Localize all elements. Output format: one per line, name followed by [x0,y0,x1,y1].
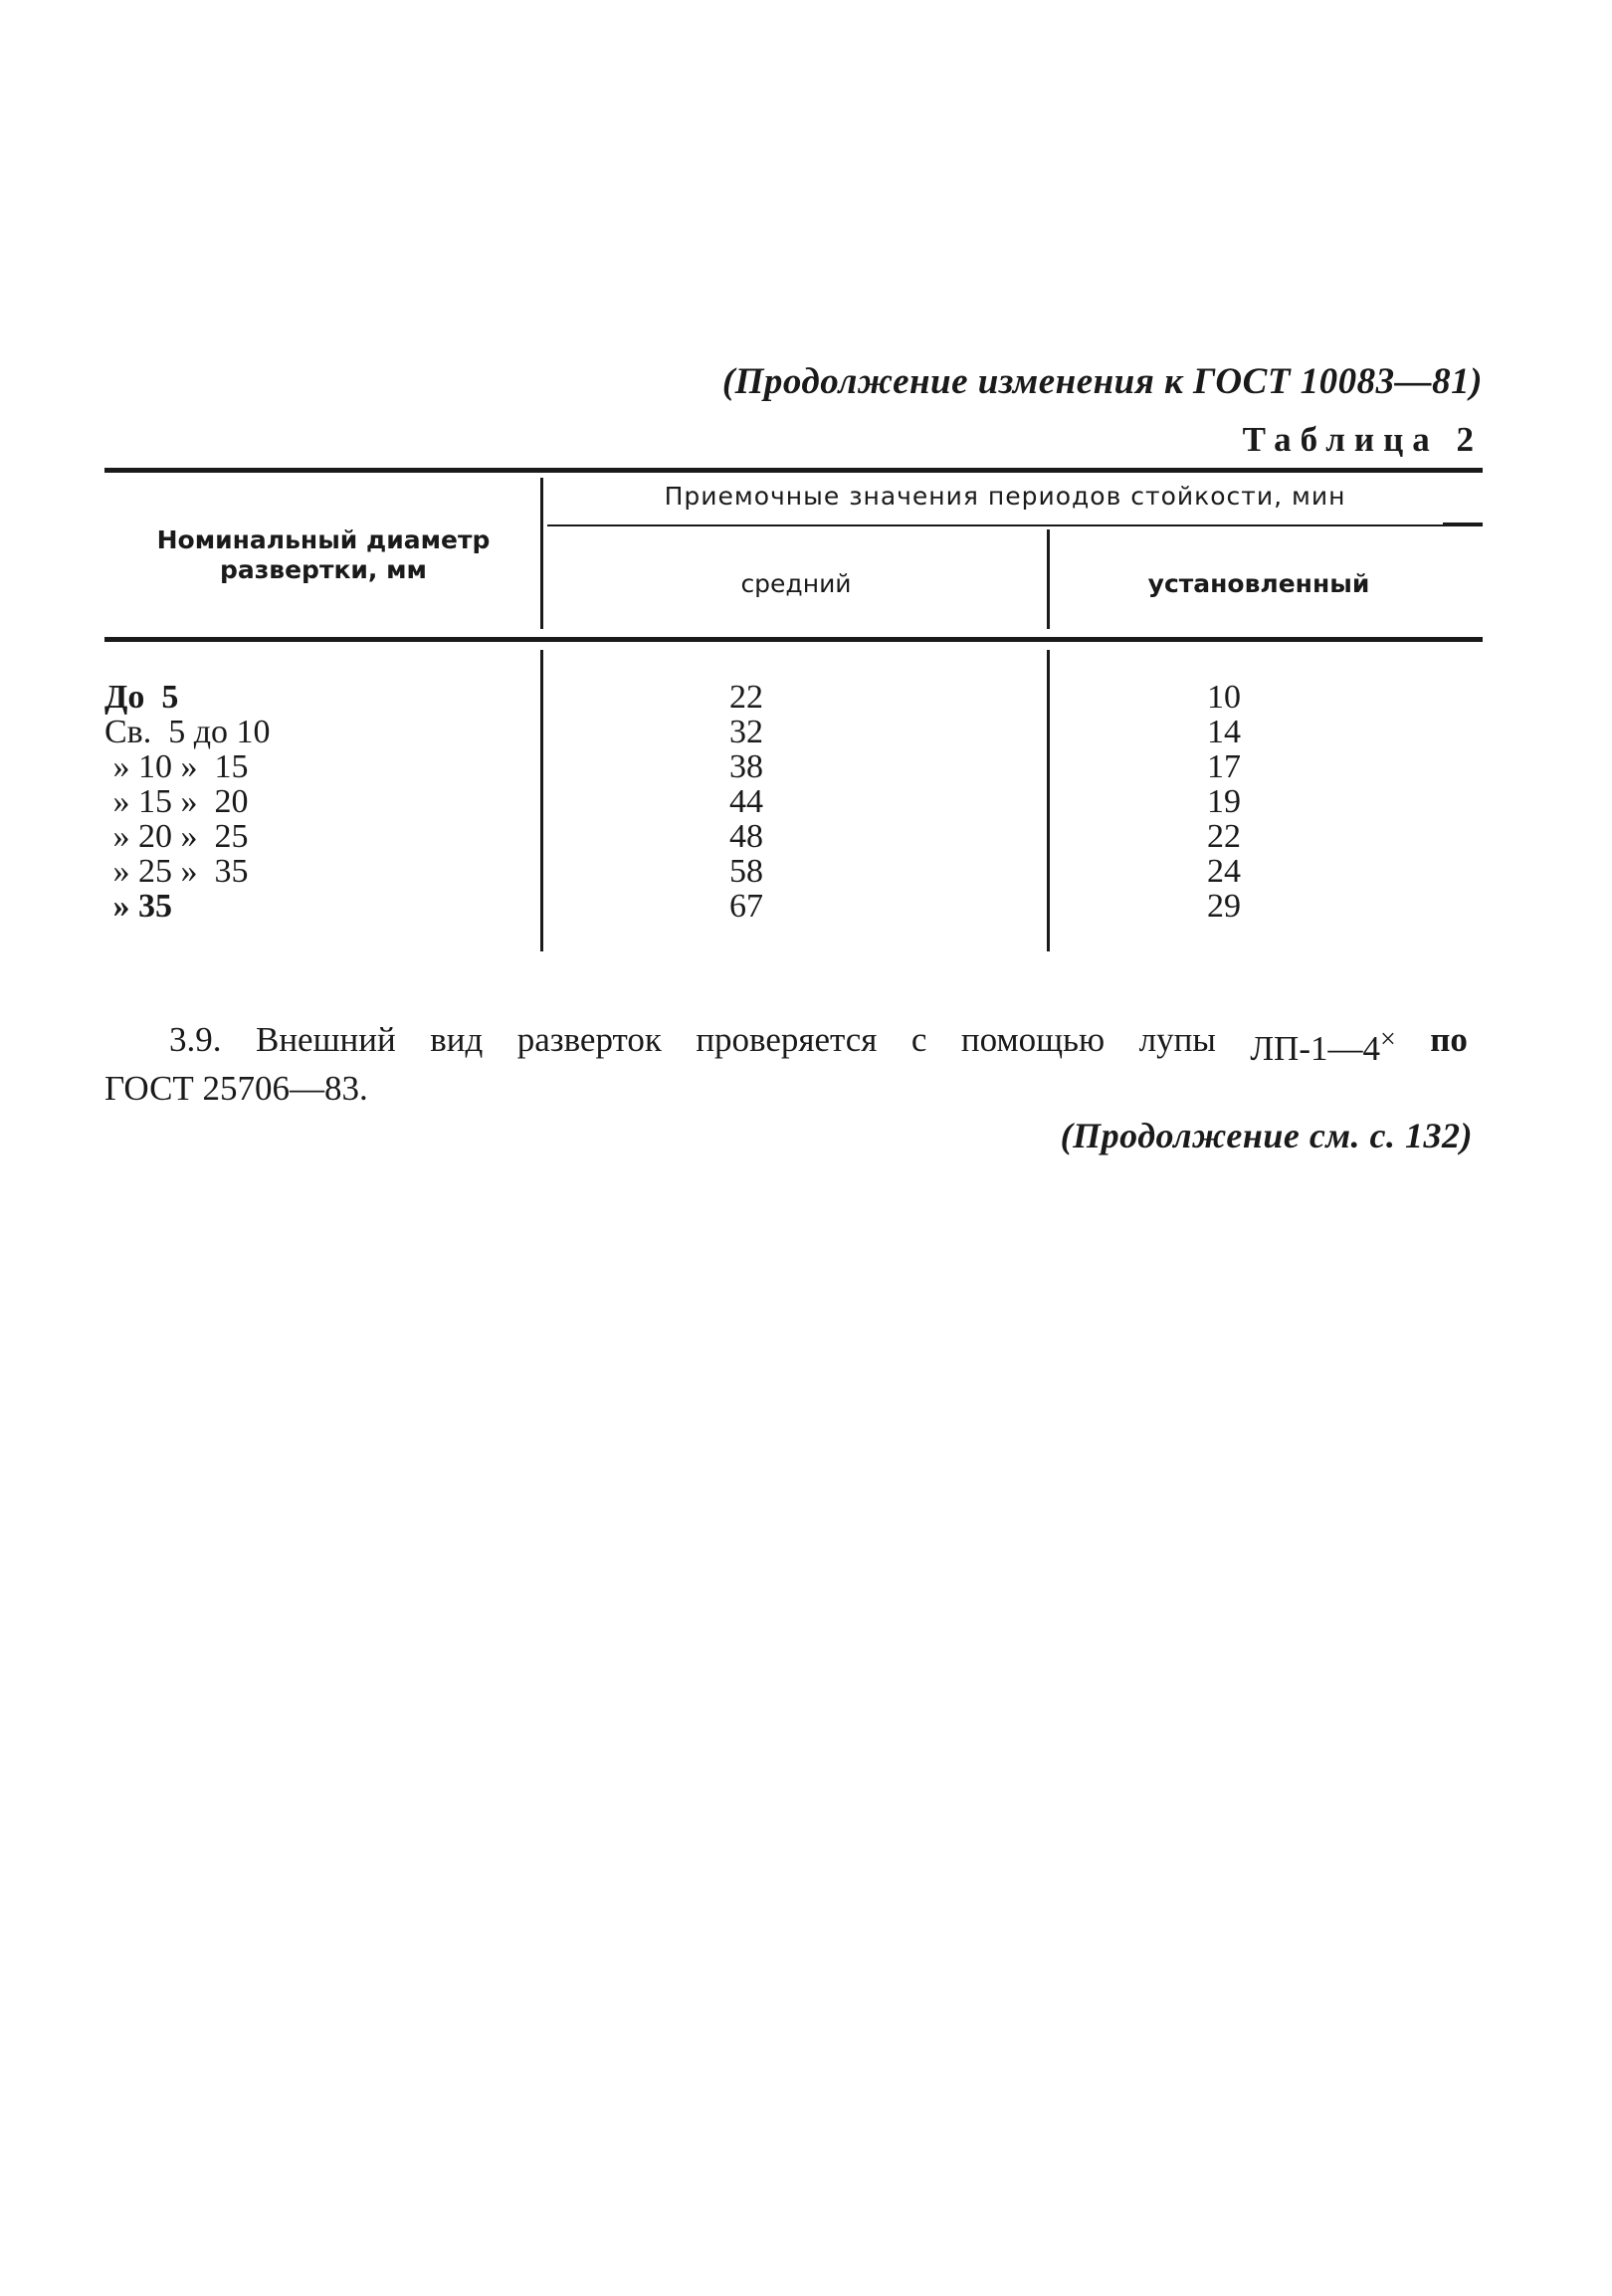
group-header-dash [1443,522,1483,526]
cell-diameter-range: » 15 » 20 [104,783,249,820]
magnification-superscript: × [1379,1024,1396,1055]
paragraph-word: проверяется [696,1020,878,1059]
cell-average: 67 [729,888,763,925]
paragraph-word: разверток [516,1020,662,1059]
cell-diameter-range: Св. 5 до 10 [104,714,271,750]
cell-average: 38 [729,748,763,785]
cell-average: 44 [729,783,763,820]
header-diameter: Номинальный диаметр развертки, мм [156,525,491,584]
cell-established: 29 [1207,888,1241,925]
cell-diameter-range: » 20 » 25 [104,818,249,855]
cell-established: 22 [1207,818,1241,855]
cell-average: 58 [729,853,763,890]
continued-footer: (Продолжение см. с. 132) [1060,1116,1473,1155]
paragraph-word: вид [430,1020,484,1059]
cell-diameter-range: До 5 [104,679,179,716]
paragraph-word: с [910,1020,927,1059]
table-row [104,819,1483,854]
header-bottom-rule [104,637,1483,642]
table-row [104,715,1483,749]
paragraph-3-9 [104,1020,1468,1109]
header-average: средний [740,569,852,598]
table-caption: Таблица 2 [1242,420,1483,459]
cell-established: 10 [1207,679,1241,716]
paragraph-line [104,1020,1468,1069]
cell-average: 22 [729,679,763,716]
paragraph-word: Внешний [255,1020,396,1059]
table-row [104,854,1483,889]
cell-established: 24 [1207,853,1241,890]
table-row [104,680,1483,715]
header-established: установленный [1147,569,1370,598]
cell-average: 32 [729,714,763,750]
table-row [104,889,1483,924]
column-divider [540,478,543,629]
paragraph-word: ЛП-1—4 [1250,1029,1380,1068]
paragraph-line: ГОСТ 25706—83. [104,1069,368,1108]
cell-diameter-range: » 10 » 15 [104,748,249,785]
table-row [104,784,1483,819]
table-top-rule [104,468,1483,473]
continuation-header: (Продолжение изменения к ГОСТ 10083—81) [721,361,1483,402]
magnifier-designation [1250,1020,1395,1069]
group-header-rule [547,524,1463,526]
paragraph-word: 3.9. [169,1020,222,1059]
acceptance-table [104,468,1483,955]
paragraph-word: лупы [1138,1020,1216,1059]
cell-diameter-range: » 25 » 35 [104,853,249,890]
header-acceptance-periods: Приемочные значения периодов стойкости, мин [664,482,1346,511]
paragraph-word: помощью [960,1020,1106,1059]
cell-average: 48 [729,818,763,855]
cell-established: 14 [1207,714,1241,750]
cell-established: 17 [1207,748,1241,785]
cell-established: 19 [1207,783,1241,820]
table-row [104,749,1483,784]
cell-diameter-range: » 35 [104,888,172,925]
paragraph-word: по [1430,1020,1468,1059]
